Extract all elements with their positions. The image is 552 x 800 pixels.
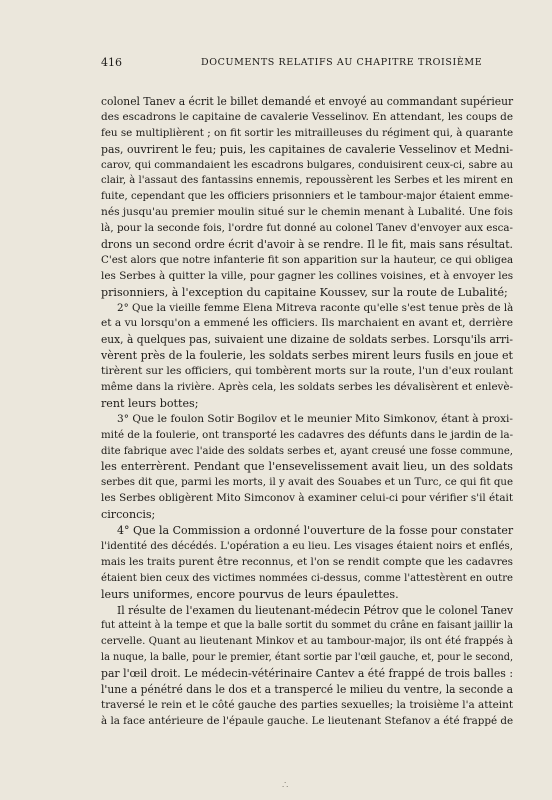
text-line: et a vu lorsqu'on a emmené les officiers. Ils marchaient en avant et, derrière <box>101 317 513 330</box>
text-line: les Serbes à quitter la ville, pour gagner les collines voisines, et à envoyer les <box>101 269 514 282</box>
text-line: colonel Tanev a écrit le billet demandé et envoyé au commandant supérieur <box>101 95 514 108</box>
running-head <box>101 56 513 70</box>
text-line: drons un second ordre écrit d'avoir à se rendre. Il le fit, mais sans résultat. <box>101 238 513 252</box>
text-line: C'est alors que notre infanterie fit son apparition sur la hauteur, ce qui obligea <box>101 253 514 266</box>
text-line: l'identité des décédés. L'opération a eu lieu. Les visages étaient noirs et enflés, <box>101 540 513 552</box>
text-line: clair, à l'assaut des fantassins ennemis, repoussèrent les Serbes et les mirent en <box>101 175 514 187</box>
text-line: 3° Que le foulon Sotir Bogilov et le meunier Mito Simkonov, étant à proxi- <box>117 412 513 425</box>
text-line: serbes dit que, parmi les morts, il y avait des Souabes et un Turc, ce qui fit que <box>101 477 513 489</box>
page-number: 416 <box>101 56 122 69</box>
text-line: fuite, cependant que les officiers prisonniers et le tambour-major étaient emme- <box>101 191 513 203</box>
text-line: des escadrons le capitaine de cavalerie Vesselinov. En attendant, les coups de <box>101 110 513 123</box>
text-line: même dans la rivière. Après cela, les soldats serbes les dévalisèrent et enlevè- <box>101 381 513 394</box>
text-line: les enterrèrent. Pendant que l'ensevelissement avait lieu, un des soldats <box>101 460 513 474</box>
text-line: nés jusqu'au premier moulin situé sur le chemin menant à Lubalité. Une fois <box>101 206 513 219</box>
text-line: les Serbes obligèrent Mito Simconov à examiner celui-ci pour vérifier s'il était <box>101 492 513 505</box>
text-line: traversé le rein et le côté gauche des parties sexuelles; la troisième l'a atteint <box>101 698 514 711</box>
text-line: Il résulte de l'examen du lieutenant-médecin Pétrov que le colonel Tanev <box>117 603 514 617</box>
text-line: leurs uniformes, encore pourvus de leurs épaulettes. <box>101 587 399 601</box>
text-line: à la face antérieure de l'épaule gauche. Le lieutenant Stefanov a été frappé de <box>101 714 514 727</box>
text-line: eux, à quelques pas, suivaient une dizaine de soldats serbes. Lorsqu'ils arri- <box>101 333 513 347</box>
running-title: DOCUMENTS RELATIFS AU CHAPITRE TROISIÈME <box>201 57 483 68</box>
text-line: circoncis; <box>101 508 156 522</box>
text-line: cervelle. Quant au lieutenant Minkov et au tambour-major, ils ont été frappés à <box>101 635 513 648</box>
text-line: feu se multiplièrent ; on fit sortir les mitrailleuses du régiment qui, à quarante <box>101 126 514 139</box>
text-line: mais les traits purent être reconnus, et l'on se rendit compte que les cadavres <box>101 555 513 568</box>
text-line: carov, qui commandaient les escadrons bulgares, conduisirent ceux-ci, sabre au <box>101 159 513 171</box>
text-line: la nuque, la balle, pour le premier, étant sortie par l'œil gauche, et, pour le second, <box>101 652 514 664</box>
text-line: étaient bien ceux des victimes nommées ci-dessus, comme l'attestèrent en outre <box>101 572 513 584</box>
body-text <box>101 94 513 730</box>
text-line: prisonniers, à l'exception du capitaine Koussev, sur la route de Lubalité; <box>101 285 508 299</box>
text-line: là, pour la seconde fois, l'ordre fut donné au colonel Tanev d'envoyer aux esca- <box>101 222 513 235</box>
footer-mark: ∴ <box>282 780 289 791</box>
text-line: vèrent près de la foulerie, les soldats serbes mirent leurs fusils en joue et <box>101 349 513 363</box>
text-line: pas, ouvrirent le feu; puis, les capitaines de cavalerie Vesselinov et Medni- <box>101 142 513 156</box>
text-line: rent leurs bottes; <box>101 396 199 410</box>
text-line: mité de la foulerie, ont transporté les cadavres des défunts dans le jardin de la- <box>101 429 514 441</box>
text-line: fut atteint à la tempe et que la balle sortit du sommet du crâne en faisant jaillir la <box>101 620 513 632</box>
text-line: 2° Que la vieille femme Elena Mitreva raconte qu'elle s'est tenue près de là <box>117 301 514 314</box>
text-line: l'une a pénétré dans le dos et a transpercé le milieu du ventre, la seconde a <box>101 682 513 696</box>
text-line: par l'œil droit. Le médecin-vétérinaire Cantev a été frappé de trois balles : <box>101 667 513 681</box>
text-line: dite fabrique avec l'aide des soldats serbes et, ayant creusé une fosse commune, <box>101 445 513 457</box>
text-line: 4° Que la Commission a ordonné l'ouverture de la fosse pour constater <box>117 524 514 538</box>
text-line: tirèrent sur les officiers, qui tombèrent morts sur la route, l'un d'eux roulant <box>101 365 513 378</box>
